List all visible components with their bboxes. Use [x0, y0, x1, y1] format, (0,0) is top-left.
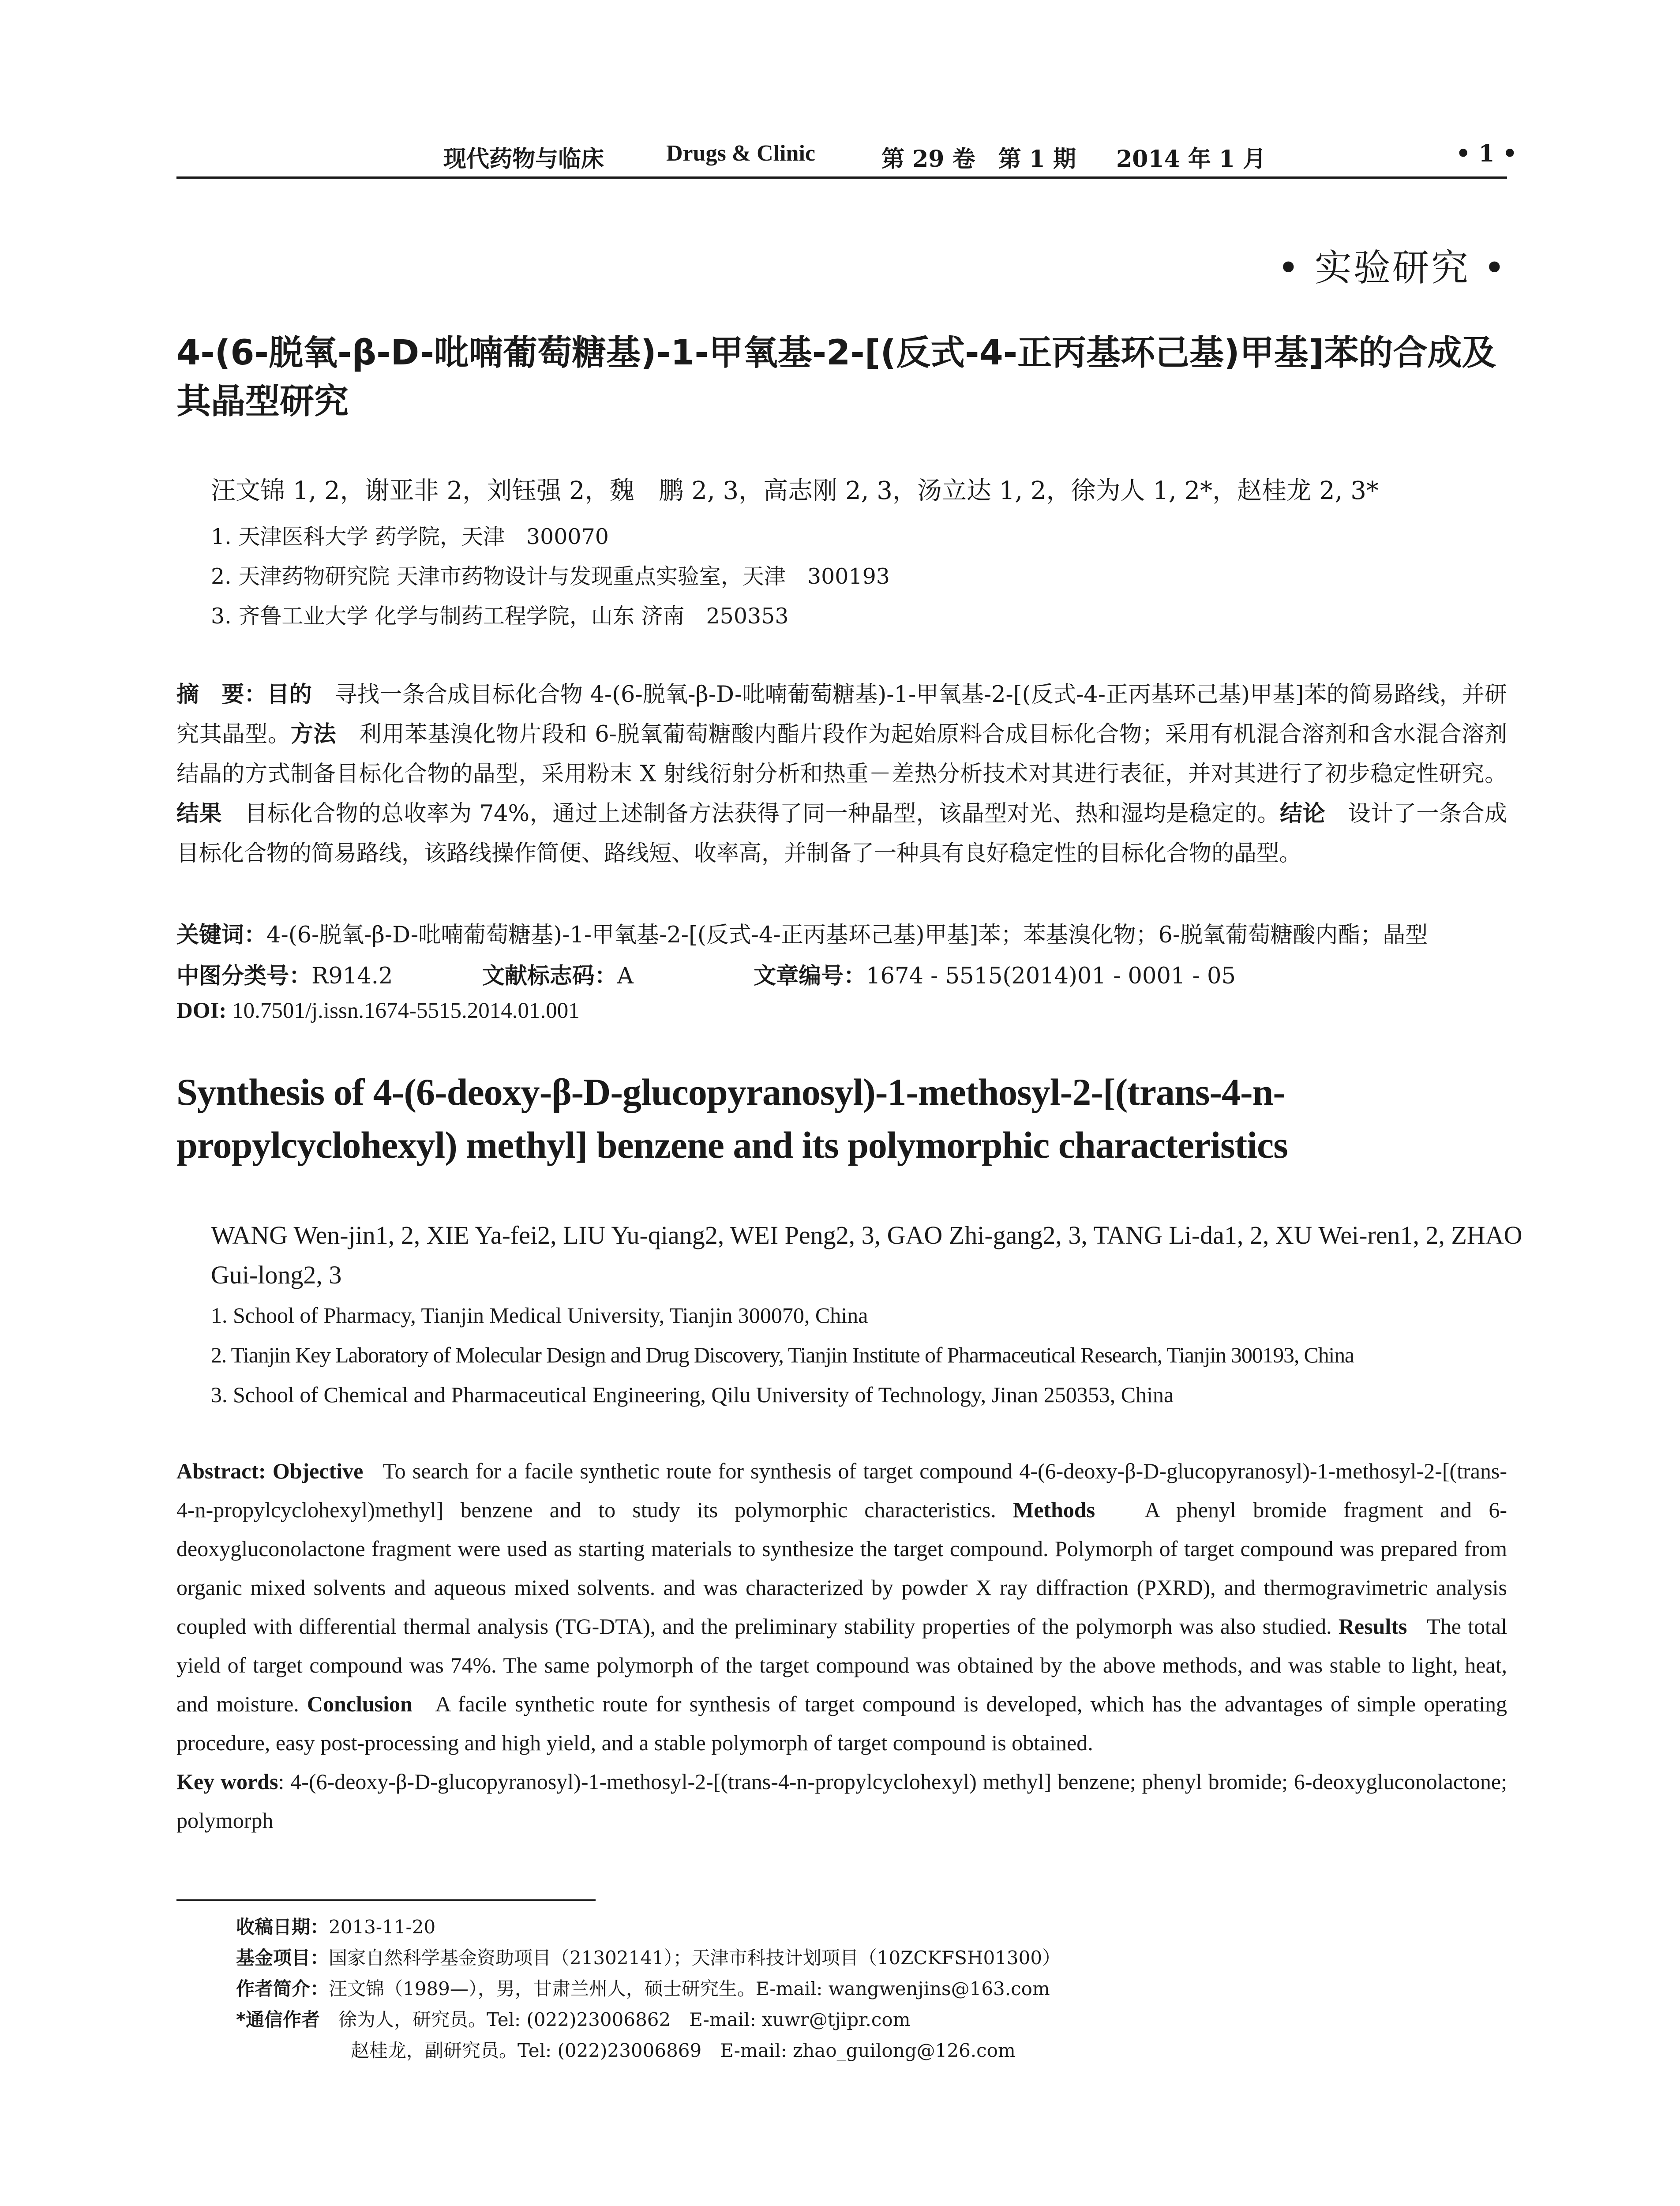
cn-keywords: 4-(6-脱氧-β-D-吡喃葡萄糖基)-1-甲氧基-2-[(反式-4-正丙基环己基)甲基]苯；苯基溴化物；6-脱氧葡萄糖酸内酯；晶型	[266, 922, 1428, 948]
en-methods-label: Methods	[1013, 1497, 1095, 1522]
cn-results: 目标化合物的总收率为 74%，通过上述制备方法获得了同一种晶型，该晶型对光、热和湿均是稳定的。	[244, 801, 1280, 827]
doc-code-label: 文献标志码：	[482, 963, 617, 989]
cn-title: 4-(6-脱氧-β-D-吡喃葡萄糖基)-1-甲氧基-2-[(反式-4-正丙基环己基)甲基]苯的合成及其晶型研究	[176, 333, 1496, 421]
clc-value: R914.2	[311, 963, 393, 989]
fund-label: 基金项目：	[236, 1947, 329, 1969]
en-keywords-label: Key words	[176, 1769, 278, 1794]
cn-methods-label: 方法	[290, 721, 337, 747]
article-no-label: 文章编号：	[754, 963, 866, 989]
en-affiliation-3: 3. School of Chemical and Pharmaceutical Engineering, Qilu University of Technology, Jinan 250353, China	[211, 1382, 1174, 1407]
fund-info	[236, 1943, 1061, 1970]
issue-date: 2014 年 1 月	[1116, 146, 1266, 173]
author-bio	[236, 1974, 1050, 2001]
en-affiliation-2: 2. Tianjin Key Laboratory of Molecular Design and Drug Discovery, Tianjin Institute of Pharmaceutical Research, Tianjin 300193, China	[211, 1343, 1354, 1367]
en-results-label: Results	[1338, 1614, 1407, 1639]
cn-abstract	[176, 675, 1507, 874]
cn-keywords-line	[176, 915, 1507, 955]
en-methods: A phenyl bromide fragment and 6-deoxygluconolactone fragment were used as starting materials to synthesize the target compound. Polymorph of target compound was prepared from organic mixed solvents and aqueous mixed solvents. and was characterized by powder X ray diffraction (PXRD), and thermogravimetric analysis coupled with differential thermal analysis (TG-DTA), and the preliminary stability properties of the polymorph was also studied.	[176, 1497, 1507, 1639]
en-abstract	[176, 1452, 1507, 1840]
cn-objective: 寻找一条合成目标化合物 4-(6-脱氧-β-D-吡喃葡萄糖基)-1-甲氧基-2-[(反式-4-正丙基环己基)甲基]苯的简易路线，并研究其晶型。	[176, 682, 1507, 747]
article-no-value: 1674 - 5515(2014)01 - 0001 - 05	[866, 963, 1236, 989]
fund-value: 国家自然科学基金资助项目（21302141）；天津市科技计划项目（10ZCKFSH01300）	[329, 1947, 1061, 1969]
en-affiliation-1: 1. School of Pharmacy, Tianjin Medical University, Tianjin 300070, China	[211, 1303, 868, 1328]
corr1-value: 徐为人，研究员。Tel: (022)23006862 E-mail: xuwr@tjipr.com	[338, 2009, 911, 2030]
cn-authors: 汪文锦 1, 2，谢亚非 2，刘钰强 2，魏 鹏 2, 3，高志刚 2, 3，汤立达 1, 2，徐为人 1, 2*，赵桂龙 2, 3*	[211, 476, 1379, 505]
en-abstract-label: Abstract:	[176, 1459, 266, 1483]
classification-line	[176, 957, 1236, 990]
cn-affiliation-3: 3. 齐鲁工业大学 化学与制药工程学院，山东 济南 250353	[211, 604, 789, 629]
en-objective: To search for a facile synthetic route for synthesis of target compound 4-(6-deoxy-β-D-glucopyranosyl)-1-methosyl-2-[(trans-4-n-propylcyclohexyl)methyl] benzene and to study its polymorphic characteristics.	[176, 1459, 1508, 1522]
en-title: Synthesis of 4-(6-deoxy-β-D-glucopyranosyl)-1-methosyl-2-[(trans-4-n- propylcyclohexyl) methyl] benzene and its polymorphic characteristics	[176, 1071, 1288, 1166]
en-conclusion: A facile synthetic route for synthesis of target compound is developed, which has the advantages of simple operating procedure, easy post-processing and high yield, and a stable polymorph of target compound is obtained.	[176, 1692, 1507, 1755]
doi-label: DOI:	[176, 998, 227, 1023]
bio-value: 汪文锦（1989—），男，甘肃兰州人，硕士研究生。E-mail: wangwenjins@163.com	[329, 1978, 1050, 2000]
section-tag: • 实验研究 •	[1277, 246, 1507, 289]
cn-affiliation-2: 2. 天津药物研究院 天津市药物设计与发现重点实验室，天津 300193	[211, 564, 890, 589]
cn-conclusion-label: 结论	[1280, 801, 1326, 827]
cn-keywords-label: 关键词：	[176, 922, 267, 948]
cn-affiliation-1: 1. 天津医科大学 药学院，天津 300070	[211, 524, 609, 549]
cn-abstract-label: 摘 要：	[176, 682, 267, 708]
en-objective-label: Objective	[272, 1459, 364, 1483]
doi-value: 10.7501/j.issn.1674-5515.2014.01.001	[232, 998, 580, 1023]
cn-results-label: 结果	[176, 801, 222, 827]
received-label: 收稿日期：	[236, 1916, 329, 1938]
footnote-rule	[176, 1899, 596, 1901]
volume-issue: 第 29 卷 第 1 期	[881, 146, 1076, 173]
clc-label: 中图分类号：	[176, 963, 312, 989]
en-results: The total yield of target compound was 74%. The same polymorph of the target compound was obtained by the above methods, and was stable to light, heat, and moisture.	[176, 1614, 1507, 1716]
corr-label: *通信作者	[236, 2009, 320, 2030]
en-keywords: : 4-(6-deoxy-β-D-glucopyranosyl)-1-methosyl-2-[(trans-4-n-propylcyclohexyl) methyl] benzene; phenyl bromide; 6-deoxygluconolactone; polymorph	[176, 1769, 1508, 1833]
header-rule	[176, 176, 1507, 179]
received-value: 2013-11-20	[329, 1916, 436, 1938]
cn-objective-label: 目的	[266, 682, 312, 708]
en-conclusion-label: Conclusion	[307, 1692, 412, 1716]
received-date	[236, 1913, 435, 1939]
en-authors: WANG Wen-jin1, 2, XIE Ya-fei2, LIU Yu-qiang2, WEI Peng2, 3, GAO Zhi-gang2, 3, TANG Li-da1, 2, XU Wei-ren1, 2, ZHAO Gui-long2, 3	[211, 1221, 1522, 1289]
bio-label: 作者简介：	[236, 1978, 329, 2000]
cn-methods: 利用苯基溴化物片段和 6-脱氧葡萄糖酸内酯片段作为起始原料合成目标化合物；采用有机混合溶剂和含水混合溶剂结晶的方式制备目标化合物的晶型，采用粉末 X 射线衍射分析和热重－差热分析技术对其进行表征，并对其进行了初步稳定性研究。	[176, 721, 1507, 787]
corresponding-author-2: 赵桂龙，副研究员。Tel: (022)23006869 E-mail: zhao_guilong@126.com	[351, 2040, 1016, 2061]
doc-code-value: A	[617, 963, 634, 989]
page-number: • 1 •	[1456, 140, 1517, 167]
corresponding-author-1	[236, 2005, 911, 2032]
cn-conclusion: 设计了一条合成目标化合物的简易路线，该路线操作简便、路线短、收率高，并制备了一种具有良好稳定性的目标化合物的晶型。	[176, 801, 1507, 867]
journal-name-en: Drugs & Clinic	[666, 141, 815, 166]
doi-line	[176, 998, 580, 1024]
journal-name-cn: 现代药物与临床	[443, 146, 604, 173]
